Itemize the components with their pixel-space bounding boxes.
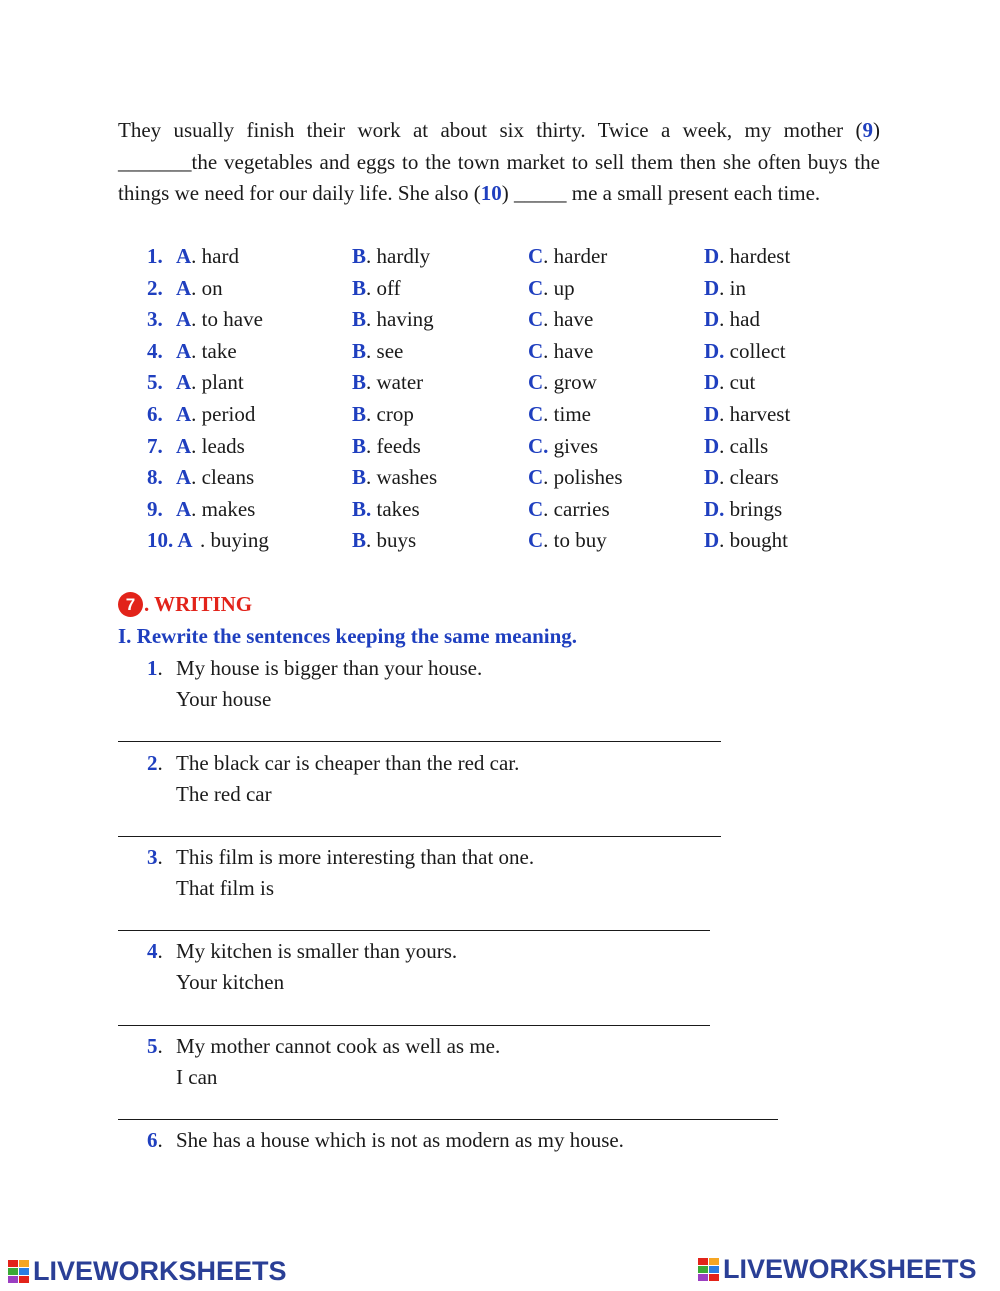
question-number: 1. xyxy=(147,244,163,268)
answer-option[interactable] xyxy=(352,367,423,397)
question-number: 8. xyxy=(147,465,163,490)
exercise-number-dot: . xyxy=(157,845,163,869)
option-text: . time xyxy=(543,402,591,426)
answer-option[interactable] xyxy=(528,273,575,303)
answer-option[interactable] xyxy=(528,525,607,555)
option-text: . harder xyxy=(543,244,608,268)
liveworksheets-logo-left xyxy=(8,1256,287,1287)
answer-line[interactable] xyxy=(118,741,721,742)
question-number: 7. xyxy=(147,433,163,458)
option-letter: C xyxy=(528,496,544,521)
option-text: . polishes xyxy=(543,465,623,490)
exercise-number-dot: . xyxy=(157,1034,163,1058)
passage-line3: ) _____ me a small present each time. xyxy=(501,181,821,205)
exercise-number-dot: . xyxy=(157,656,163,680)
answer-option[interactable] xyxy=(352,462,437,492)
option-letter: C xyxy=(528,370,544,395)
answer-option[interactable] xyxy=(528,336,593,366)
option-text: brings xyxy=(724,496,783,521)
option-letter: D xyxy=(704,465,720,490)
answer-option[interactable] xyxy=(352,304,434,334)
question-row xyxy=(0,399,1000,429)
option-letter: B xyxy=(352,465,367,490)
option-text: . have xyxy=(543,338,594,363)
option-letter: D xyxy=(704,433,720,458)
option-text: . grow xyxy=(543,370,597,395)
exercise-prompt: That film is xyxy=(176,876,274,900)
option-text: . to have xyxy=(191,307,263,332)
option-letter: B xyxy=(352,402,367,426)
gap-number-10: 10 xyxy=(480,181,502,205)
option-letter: B xyxy=(352,275,367,300)
answer-option[interactable] xyxy=(704,367,755,397)
answer-option[interactable] xyxy=(176,367,244,397)
answer-line[interactable] xyxy=(118,1119,778,1120)
answer-option[interactable] xyxy=(528,241,607,271)
answer-option[interactable] xyxy=(176,462,254,492)
exercise-sentence: The black car is cheaper than the red car. xyxy=(176,751,520,775)
option-letter: A xyxy=(176,402,192,426)
answer-option[interactable] xyxy=(352,273,401,303)
answer-option[interactable] xyxy=(176,431,245,461)
question-number: 5. xyxy=(147,370,163,395)
logo-wordmark-left: LIVEWORKSHEETS xyxy=(33,1256,287,1286)
option-text: . clears xyxy=(719,465,779,490)
answer-option[interactable] xyxy=(352,525,416,555)
exercise-number-dot: . xyxy=(157,751,163,775)
question-row xyxy=(0,494,1000,524)
option-text: . on xyxy=(191,275,223,300)
exercise-number xyxy=(147,842,163,872)
option-letter: A xyxy=(176,433,192,458)
answer-line[interactable] xyxy=(118,930,710,931)
exercise-number xyxy=(147,1031,163,1061)
section-number-badge: 7 xyxy=(118,592,143,617)
answer-option[interactable] xyxy=(352,241,430,271)
passage-line1: They usually finish their work at about six thirty. Twice a week, my mother ( xyxy=(118,118,863,142)
option-letter: C xyxy=(528,465,544,490)
option-text: . bought xyxy=(719,528,789,553)
answer-option[interactable] xyxy=(704,304,760,334)
answer-option[interactable] xyxy=(704,462,779,492)
option-letter: B xyxy=(352,307,367,332)
option-letter: A xyxy=(176,275,192,300)
answer-option[interactable] xyxy=(176,399,255,429)
option-text: takes xyxy=(371,496,420,521)
reading-passage xyxy=(118,115,880,210)
section-title: . WRITING xyxy=(144,592,253,616)
option-text: . feeds xyxy=(366,433,421,458)
exercise-number-digit: 1 xyxy=(147,656,158,680)
option-letter: C xyxy=(528,528,544,553)
question-row xyxy=(0,273,1000,303)
option-text: . makes xyxy=(191,496,256,521)
option-letter: C xyxy=(528,244,544,268)
exercise-number xyxy=(147,936,163,966)
exercise-number xyxy=(147,653,163,683)
answer-option[interactable] xyxy=(704,525,788,555)
answer-option[interactable] xyxy=(704,273,746,303)
question-row xyxy=(0,525,1000,555)
option-text: . buying xyxy=(200,528,269,553)
question-row xyxy=(0,462,1000,492)
exercise-prompt: The red car xyxy=(176,782,272,806)
exercise-number-digit: 3 xyxy=(147,845,158,869)
answer-option[interactable] xyxy=(528,431,598,461)
answer-line[interactable] xyxy=(118,836,721,837)
option-letter: C. xyxy=(528,433,549,458)
question-row xyxy=(0,367,1000,397)
exercise-number-digit: 4 xyxy=(147,939,158,963)
option-letter: C xyxy=(528,338,544,363)
exercise-prompt: Your kitchen xyxy=(176,970,285,994)
exercise-number-digit: 6 xyxy=(147,1128,158,1152)
answer-option[interactable] xyxy=(528,304,593,334)
answer-option[interactable] xyxy=(176,494,255,524)
option-text: . off xyxy=(366,275,401,300)
option-letter: D xyxy=(704,370,720,395)
exercise-number-dot: . xyxy=(157,1128,163,1152)
exercise-number xyxy=(147,1125,163,1155)
question-number: 4. xyxy=(147,338,163,363)
option-text: . up xyxy=(543,275,575,300)
option-letter: A xyxy=(176,338,192,363)
option-text: . had xyxy=(719,307,760,332)
exercise-sentence: This film is more interesting than that one. xyxy=(176,845,535,869)
question-row xyxy=(0,241,1000,271)
question-number: 9. xyxy=(147,496,163,521)
option-letter: D xyxy=(704,402,720,426)
exercise-sentence: My house is bigger than your house. xyxy=(176,656,483,680)
option-letter: B. xyxy=(352,496,372,521)
answer-option[interactable] xyxy=(528,367,597,397)
option-text: . cut xyxy=(719,370,756,395)
answer-option[interactable] xyxy=(352,431,421,461)
option-letter: A xyxy=(176,496,192,521)
option-text: . to buy xyxy=(543,528,607,553)
exercise-sentence: My kitchen is smaller than yours. xyxy=(176,939,458,963)
option-text: . having xyxy=(366,307,434,332)
option-letter: C xyxy=(528,275,544,300)
exercise-number xyxy=(147,748,163,778)
liveworksheets-logo-icon xyxy=(698,1258,720,1282)
question-number: 3. xyxy=(147,307,163,332)
answer-option[interactable] xyxy=(704,336,786,366)
option-letter: A xyxy=(176,465,192,490)
answer-line[interactable] xyxy=(118,1025,710,1026)
option-text: . plant xyxy=(191,370,244,395)
option-letter: C xyxy=(528,307,544,332)
option-letter: D. xyxy=(704,338,725,363)
option-text: . carries xyxy=(543,496,610,521)
option-text: . leads xyxy=(191,433,245,458)
option-letter: A xyxy=(176,307,192,332)
gap-number-9: 9 xyxy=(862,118,873,142)
answer-option[interactable] xyxy=(704,431,768,461)
exercise-number-digit: 5 xyxy=(147,1034,158,1058)
exercise-number-digit: 2 xyxy=(147,751,158,775)
option-letter: B xyxy=(352,528,367,553)
exercise-number-dot: . xyxy=(157,939,163,963)
answer-option[interactable] xyxy=(704,494,782,524)
option-letter: B xyxy=(352,433,367,458)
answer-option[interactable] xyxy=(176,336,237,366)
section-heading-writing xyxy=(118,588,252,620)
option-text: . period xyxy=(191,402,256,426)
option-letter: B xyxy=(352,244,367,268)
exercise-prompt: Your house xyxy=(176,687,272,711)
answer-option[interactable] xyxy=(176,304,263,334)
answer-option[interactable] xyxy=(352,399,414,429)
question-number: 6. xyxy=(147,402,163,426)
exercise-sentence: She has a house which is not as modern as my house. xyxy=(176,1128,624,1152)
option-text: . take xyxy=(191,338,237,363)
option-text: . hardly xyxy=(366,244,431,268)
option-letter: A xyxy=(176,244,192,268)
question-number: 10. A xyxy=(147,528,193,553)
option-letter: A xyxy=(176,370,192,395)
exercise-prompt: I can xyxy=(176,1065,218,1089)
question-row xyxy=(0,431,1000,461)
answer-option[interactable] xyxy=(352,494,420,524)
option-letter: D xyxy=(704,307,720,332)
option-text: . in xyxy=(719,275,747,300)
option-text: . cleans xyxy=(191,465,255,490)
answer-option[interactable] xyxy=(704,399,790,429)
option-letter: B xyxy=(352,370,367,395)
answer-option[interactable] xyxy=(528,399,591,429)
option-text: . washes xyxy=(366,465,438,490)
option-text: collect xyxy=(724,338,786,363)
option-text: . crop xyxy=(366,402,414,426)
option-letter: C xyxy=(528,402,544,426)
answer-option[interactable] xyxy=(200,525,269,555)
answer-option[interactable] xyxy=(528,462,623,492)
option-letter: D xyxy=(704,244,720,268)
exercise-instruction: I. Rewrite the sentences keeping the same meaning. xyxy=(118,624,578,648)
question-row xyxy=(0,304,1000,334)
option-text: . see xyxy=(366,338,404,363)
option-letter: D xyxy=(704,528,720,553)
logo-wordmark-right: LIVEWORKSHEETS xyxy=(723,1254,977,1284)
answer-option[interactable] xyxy=(528,494,610,524)
question-row xyxy=(0,336,1000,366)
option-text: . have xyxy=(543,307,594,332)
option-letter: D. xyxy=(704,496,725,521)
option-text: . water xyxy=(366,370,424,395)
option-letter: B xyxy=(352,338,367,363)
answer-option[interactable] xyxy=(352,336,403,366)
answer-option[interactable] xyxy=(704,241,790,271)
passage-line2: ) _______the vegetables and eggs to the town market to sell them then she often buys the things we need for our daily life. She also ( xyxy=(118,118,880,205)
option-text: gives xyxy=(548,433,598,458)
option-text: . harvest xyxy=(719,402,791,426)
liveworksheets-logo-right xyxy=(698,1254,977,1285)
answer-option[interactable] xyxy=(176,273,223,303)
option-text: . buys xyxy=(366,528,417,553)
option-text: . calls xyxy=(719,433,769,458)
exercise-sentence: My mother cannot cook as well as me. xyxy=(176,1034,501,1058)
answer-option[interactable] xyxy=(176,241,239,271)
option-text: . hard xyxy=(191,244,239,268)
option-letter: D xyxy=(704,275,720,300)
liveworksheets-logo-icon xyxy=(8,1260,30,1284)
option-text: . hardest xyxy=(719,244,791,268)
question-number: 2. xyxy=(147,275,163,300)
